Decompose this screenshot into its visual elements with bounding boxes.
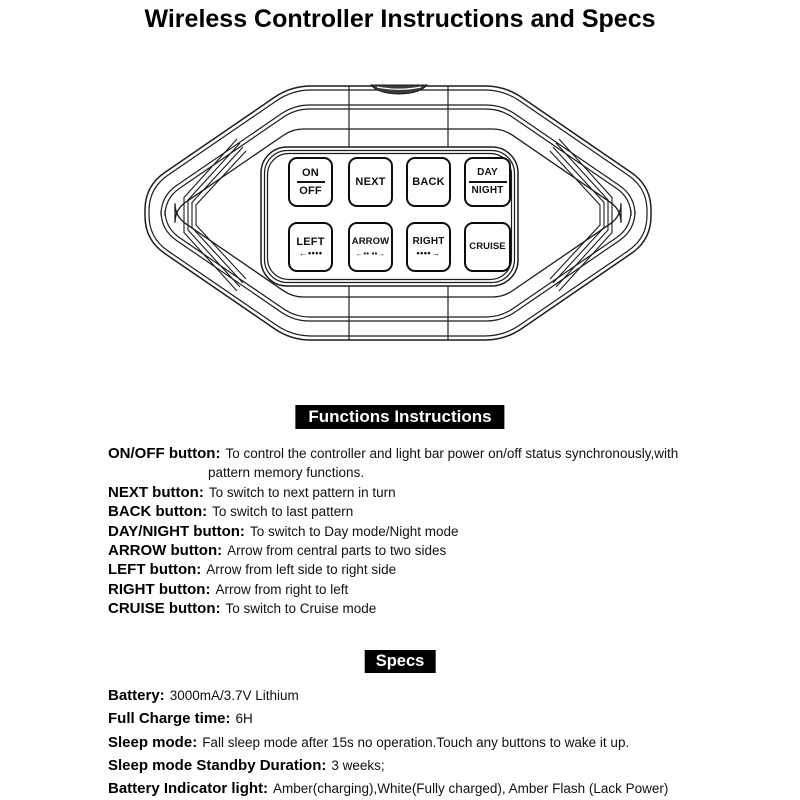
spec-label: Battery Indicator light:	[108, 780, 269, 798]
button-label: ARROW	[351, 236, 390, 247]
button-label: BACK	[412, 176, 445, 188]
function-text: To switch to last pattern	[212, 504, 354, 520]
spec-text: Amber(charging),White(Fully charged), Amber Flash (Lack Power)	[273, 781, 669, 797]
button-label: ON	[302, 167, 319, 179]
button-divider	[469, 181, 507, 183]
controller-button-cruise	[464, 222, 511, 272]
controller-outline	[175, 129, 621, 297]
function-text: Arrow from left side to right side	[206, 562, 397, 578]
button-label: RIGHT	[412, 236, 445, 247]
spec-label: Sleep mode:	[108, 733, 198, 751]
spec-text: 6H	[235, 711, 253, 727]
function-item-back	[108, 502, 678, 521]
controller-diagram	[143, 84, 653, 342]
controller-button-back	[406, 157, 451, 207]
spec-label: Full Charge time:	[108, 710, 231, 728]
spec-item-standby-duration	[108, 754, 668, 777]
controller-button-arrow	[348, 222, 393, 272]
function-item-on-off-cont	[108, 463, 678, 482]
function-item-day-night	[108, 522, 678, 541]
function-label: ON/OFF button:	[108, 445, 221, 462]
specs-list	[108, 684, 668, 800]
controller-button-day-night	[464, 157, 511, 207]
function-item-on-off	[108, 444, 678, 463]
functions-list	[108, 444, 678, 619]
controller-outline	[161, 105, 635, 321]
function-label: BACK button:	[108, 503, 208, 521]
spec-item-sleep-mode	[108, 731, 668, 754]
button-arrow-glyph: ←••••	[298, 248, 323, 258]
function-text: Arrow from central parts to two sides	[227, 542, 447, 558]
function-item-cruise	[108, 599, 678, 618]
controller-button-next	[348, 157, 393, 207]
function-text: To switch to Day mode/Night mode	[249, 523, 459, 539]
function-text: To control the controller and light bar power on/off status synchronously,with	[225, 446, 679, 461]
button-arrow-glyph: ←•• ••→	[355, 249, 386, 258]
function-text: pattern memory functions.	[208, 465, 365, 481]
controller-outline	[145, 86, 651, 340]
function-label: CRUISE button:	[108, 600, 221, 618]
function-label: LEFT button:	[108, 561, 202, 579]
specs-header: Specs	[365, 650, 436, 673]
function-item-arrow	[108, 541, 678, 560]
page-title: Wireless Controller Instructions and Specs	[144, 5, 656, 33]
controller-button-left	[288, 222, 333, 272]
button-label: NEXT	[355, 176, 386, 188]
controller-outlines	[145, 86, 651, 340]
controller-outline	[149, 90, 647, 336]
button-label: OFF	[299, 185, 322, 197]
function-label: NEXT button:	[108, 483, 204, 501]
spec-text: Fall sleep mode after 15s no operation.Touch any buttons to wake it up.	[202, 734, 630, 750]
function-item-left	[108, 560, 678, 579]
button-label: CRUISE	[469, 241, 506, 252]
function-label: ARROW button:	[108, 541, 223, 559]
spec-label: Battery:	[108, 687, 165, 704]
button-label: NIGHT	[471, 185, 504, 196]
function-item-next	[108, 483, 678, 502]
functions-header: Functions Instructions	[295, 405, 504, 429]
spec-item-battery	[108, 684, 668, 707]
function-label: RIGHT button:	[108, 580, 211, 598]
function-label: DAY/NIGHT button:	[108, 522, 245, 540]
function-text: To switch to Cruise mode	[225, 601, 377, 617]
spec-text: 3000mA/3.7V Lithium	[169, 688, 299, 703]
spec-item-indicator-light	[108, 777, 668, 800]
button-label: DAY	[477, 167, 498, 178]
spec-item-full-charge-time	[108, 707, 668, 730]
mounting-band-lines	[349, 87, 448, 340]
top-tab	[371, 85, 427, 94]
controller-svg	[143, 84, 653, 342]
spec-text: 3 weeks;	[331, 757, 385, 773]
function-item-right	[108, 580, 678, 599]
function-text: Arrow from right to left	[215, 581, 349, 597]
controller-button-right	[406, 222, 451, 272]
controller-button-on-off	[288, 157, 333, 207]
button-divider	[297, 181, 325, 183]
function-text: To switch to next pattern in turn	[208, 484, 396, 500]
button-arrow-glyph: ••••→	[416, 248, 441, 258]
spec-label: Sleep mode Standby Duration:	[108, 756, 327, 774]
button-label: LEFT	[296, 236, 325, 248]
